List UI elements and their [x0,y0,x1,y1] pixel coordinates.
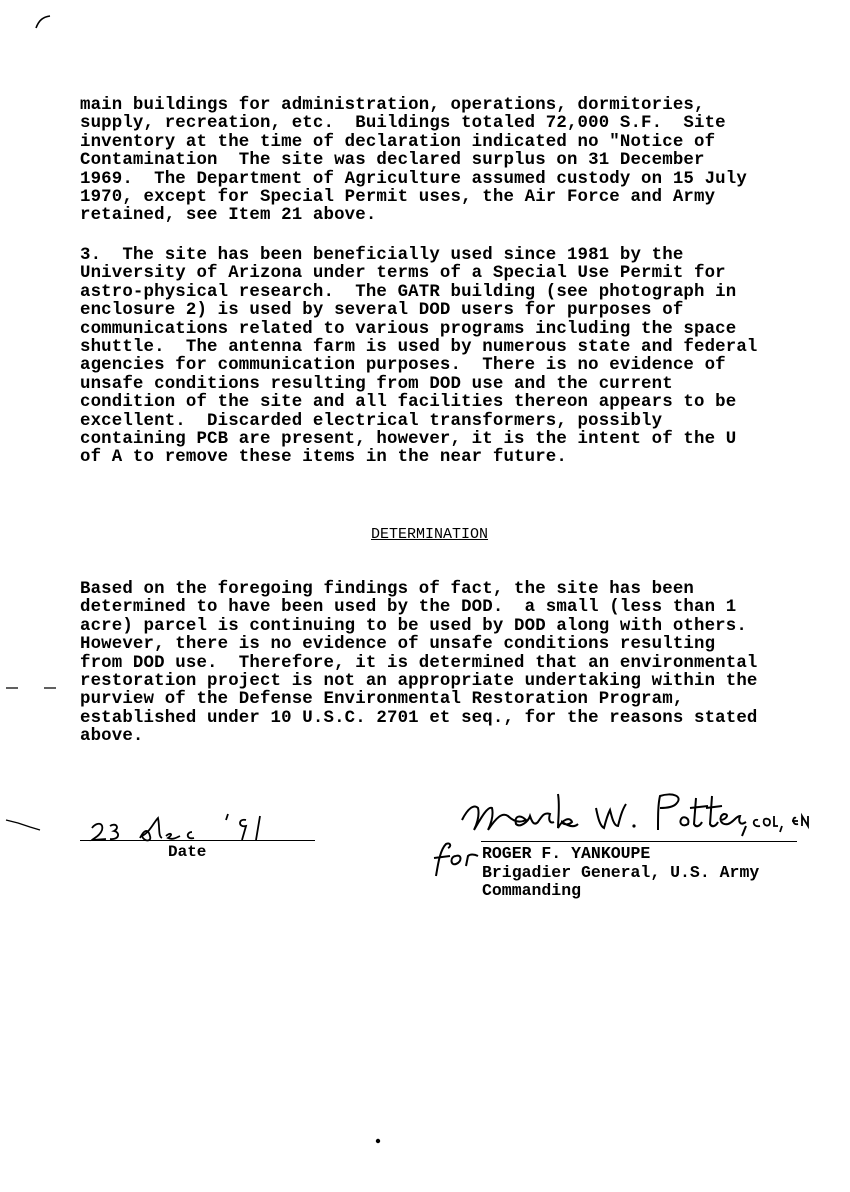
paragraph-determination: Based on the foregoing findings of fact, the site has been determined to have been used by the DOD. a small (less than 1 acre) parcel is continuing to be used by DOD along with others. However, there is no evidence of unsafe conditions resulting from DOD use. Therefore, it is determined that an environmental restoration project is not an appropriate undertaking within the purview of the Defense Environmental Restoration Program, established under 10 U.S.C. 2701 et seq., for the reasons stated above. [80,580,758,747]
signer-block [482,845,759,901]
date-signature-line [80,840,315,841]
section-heading-determination: DETERMINATION [371,526,489,543]
handwritten-signature [458,786,820,844]
scan-mark-top-left [34,12,54,32]
date-label: Date [168,843,207,861]
signer-name: ROGER F. YANKOUPE [482,844,651,863]
handwritten-for-note [426,836,484,880]
paragraph-site-history: main buildings for administration, operations, dormitories, supply, recreation, etc. Buildings totaled 72,000 S.F. Site inventory at the time of declaration indicated no "Notice of Contamination The site was declared surplus on 31 December 1969. The Department of Agriculture assumed custody on 15 July 1970, except for Special Permit uses, the Air Force and Army retained, see Item 21 above. [80,96,747,226]
scan-dot-bottom [374,1137,382,1145]
scan-mark-left-date [4,812,44,834]
paragraph-beneficial-use: 3. The site has been beneficially used since 1981 by the University of Arizona under terms of a Special Use Permit for astro-physical research. The GATR building (see photograph in enclosure 2) is used by several DOD users for purposes of communications related to various programs including the space shuttle. The antenna farm is used by numerous state and federal agencies for communication purposes. There is no evidence of unsafe conditions resulting from DOD use and the current condition of the site and all facilities thereon appears to be excellent. Discarded electrical transformers, possibly containing PCB are present, however, it is the intent of the U of A to remove these items in the near future. [80,246,758,468]
scan-mark-left-mid [4,682,74,694]
signer-title: Brigadier General, U.S. Army [482,862,760,882]
signer-role: Commanding [482,881,582,900]
signature-line [481,841,797,842]
